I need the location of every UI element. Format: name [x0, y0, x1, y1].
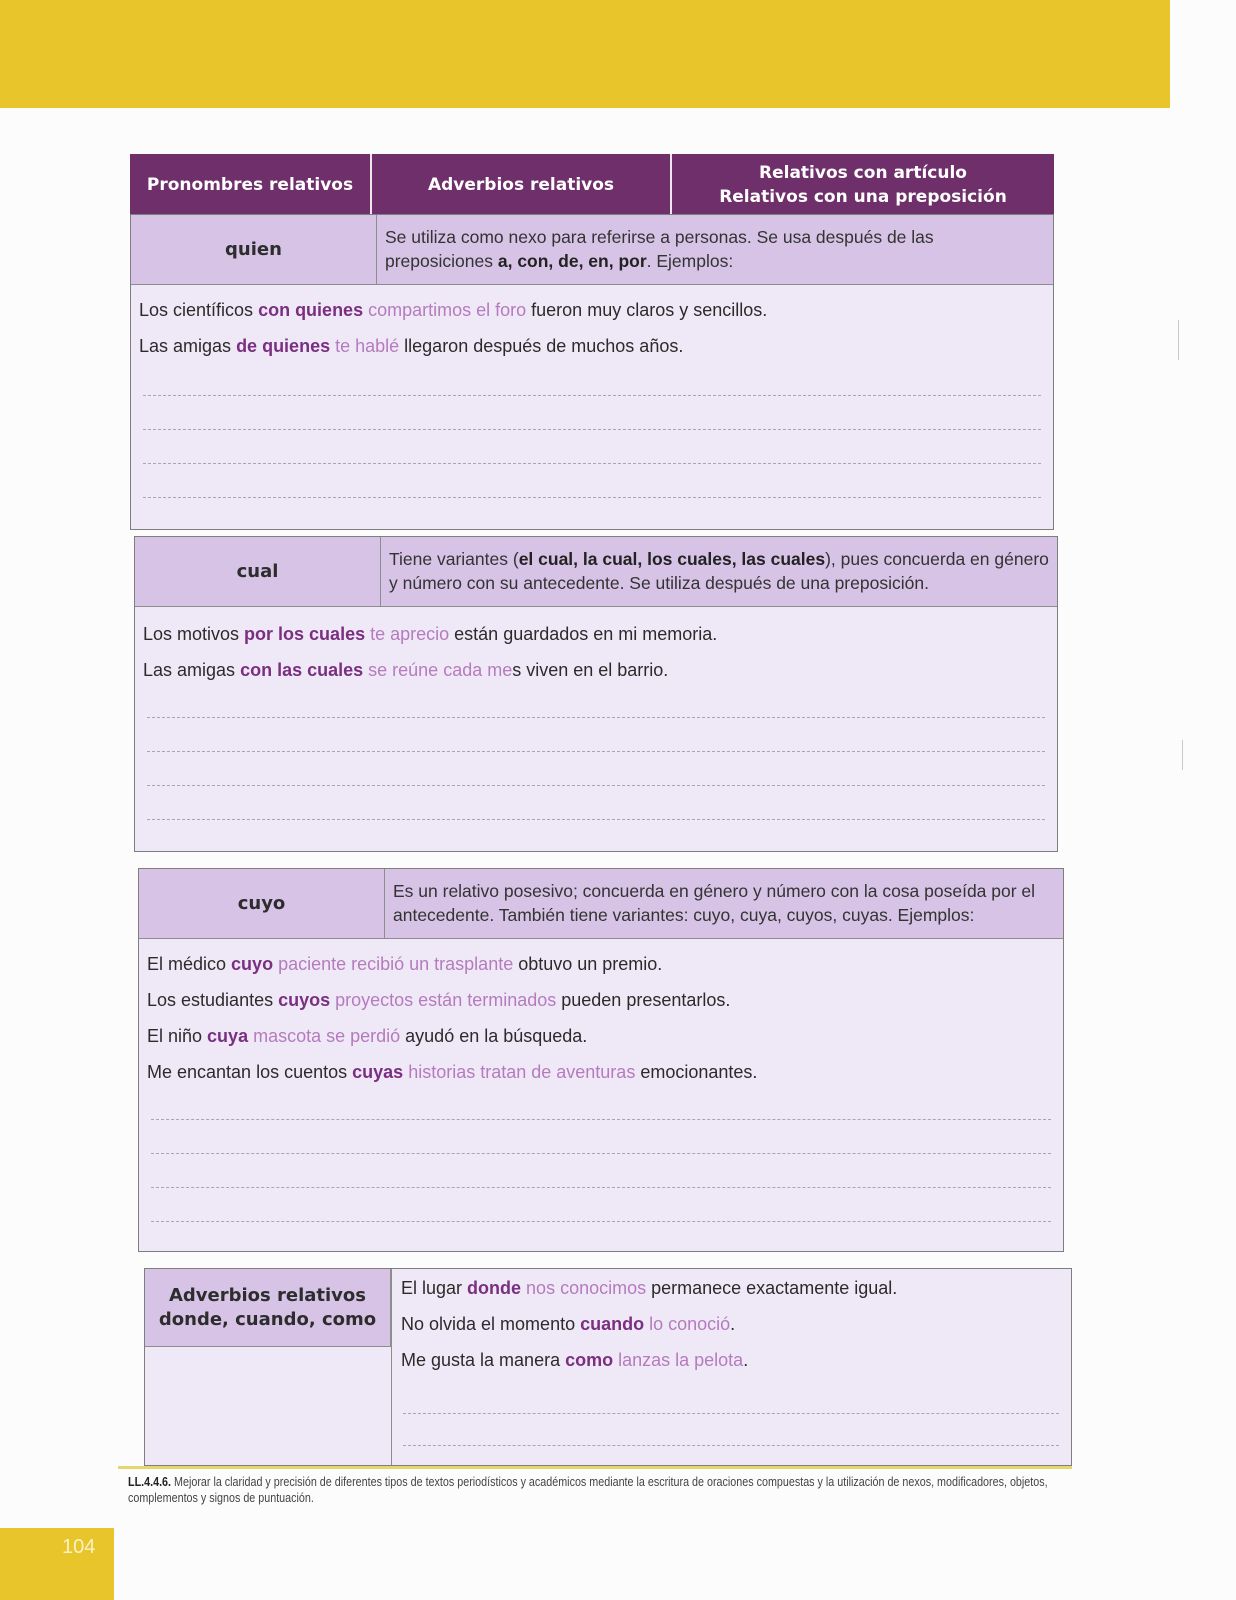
term-cual: cual: [135, 537, 381, 606]
definition-quien: [377, 215, 1053, 284]
example-text: pueden presentarlos.: [556, 990, 731, 1010]
example-text: están guardados en mi memoria.: [449, 624, 718, 644]
example-sentence: [401, 1347, 1063, 1383]
section-adverbios: [144, 1268, 1072, 1466]
writing-line[interactable]: [147, 785, 1045, 786]
relative-keyword: con quienes: [258, 300, 364, 320]
header-adverbios-label: Adverbios relativos: [427, 175, 615, 195]
example-text: No olvida el momento: [401, 1314, 581, 1334]
curriculum-footnote: [128, 1474, 1065, 1506]
writing-line[interactable]: [151, 1221, 1051, 1222]
relative-keyword: cuyos: [278, 990, 331, 1010]
example-text: ayudó en la búsqueda.: [400, 1026, 588, 1046]
relative-keyword: como: [565, 1350, 614, 1370]
relative-clause: te hablé: [330, 336, 400, 356]
relative-clause: paciente recibió un trasplante: [273, 954, 514, 974]
example-text: Los motivos: [143, 624, 245, 644]
writing-line[interactable]: [143, 463, 1041, 464]
relative-clause: mascota se perdió: [248, 1026, 401, 1046]
examples-cual: [143, 621, 1049, 693]
relative-clause: lo conoció: [644, 1314, 731, 1334]
example-sentence: [147, 987, 1055, 1023]
relative-clause: historias tratan de aventuras: [403, 1062, 636, 1082]
curriculum-text: Mejorar la claridad y precisión de diferentes tipos de textos periodísticos y académicos mediante la escritura de oraciones compuestas y la utilización de nexos, modificadores, objetos, complementos y signos de puntuación.: [128, 1475, 1048, 1505]
example-text: s viven en el barrio.: [512, 660, 669, 680]
example-text: Me gusta la manera: [401, 1350, 566, 1370]
column-divider: [391, 1269, 392, 1465]
relative-keyword: cuya: [207, 1026, 249, 1046]
example-text: Los científicos: [139, 300, 259, 320]
section-cual: [134, 536, 1058, 852]
writing-line[interactable]: [147, 751, 1045, 752]
example-text: Las amigas: [139, 336, 237, 356]
page-number-label: 104: [62, 1536, 96, 1558]
writing-line[interactable]: [147, 717, 1045, 718]
definition-row: [131, 215, 1053, 285]
adverbios-label-line2: donde, cuando, como: [158, 1308, 377, 1330]
header-relativos: [672, 154, 1054, 216]
example-sentence: [147, 951, 1055, 987]
page-number: [0, 1528, 114, 1600]
example-text: emocionantes.: [635, 1062, 758, 1082]
definition-variants: el cual, la cual, los cuales, las cuales: [518, 549, 826, 569]
header-relativos-line1: Relativos con artículo: [759, 163, 967, 183]
example-text: fueron muy claros y sencillos.: [526, 300, 768, 320]
relative-keyword: por los cuales: [244, 624, 366, 644]
definition-row: [135, 537, 1057, 607]
relative-keyword: cuyo: [231, 954, 274, 974]
relative-clause: lanzas la pelota: [613, 1350, 744, 1370]
scan-edge-mark: [1182, 740, 1183, 770]
definition-cual: [381, 537, 1057, 606]
writing-line[interactable]: [151, 1119, 1051, 1120]
header-pronombres: [130, 154, 372, 216]
header-relativos-line2: Relativos con una preposición: [719, 187, 1007, 207]
example-text: .: [730, 1314, 736, 1334]
section-cuyo: [138, 868, 1064, 1252]
example-text: El niño: [147, 1026, 208, 1046]
curriculum-code: LL.4.4.6.: [128, 1475, 172, 1489]
example-text: Los estudiantes: [147, 990, 279, 1010]
examples-cuyo: [147, 951, 1055, 1095]
example-text: Las amigas: [143, 660, 241, 680]
table-header: [130, 154, 1054, 216]
relative-keyword: donde: [467, 1278, 522, 1298]
writing-line[interactable]: [403, 1445, 1059, 1446]
example-text: .: [743, 1350, 749, 1370]
writing-line[interactable]: [151, 1187, 1051, 1188]
definition-prepositions: a, con, de, en, por: [497, 251, 647, 271]
footer-rule: [118, 1466, 1072, 1469]
relative-clause: compartimos el foro: [363, 300, 527, 320]
examples-adverbios: [401, 1275, 1063, 1383]
scan-edge-mark: [1178, 320, 1179, 360]
definition-cuyo: Es un relativo posesivo; concuerda en género y número con la cosa poseída por el antecedente. También tiene variantes: cuyo, cuya, cuyos, cuyas. Ejemplos:: [393, 881, 1036, 925]
example-text: Me encantan los cuentos: [147, 1062, 353, 1082]
example-sentence: [143, 657, 1049, 693]
writing-line[interactable]: [143, 429, 1041, 430]
term-cuyo: cuyo: [139, 869, 385, 938]
top-color-band: [0, 0, 1170, 108]
example-sentence: [147, 1059, 1055, 1095]
example-sentence: [147, 1023, 1055, 1059]
relative-keyword: de quienes: [236, 336, 331, 356]
definition-text-end: ), pues concuerda en género y número con su antecedente. Se utiliza después de una preposición.: [389, 549, 1049, 593]
writing-line[interactable]: [143, 497, 1041, 498]
adverbios-label: [145, 1269, 391, 1347]
example-text: llegaron después de muchos años.: [399, 336, 684, 356]
definition-text: Tiene variantes (: [389, 549, 519, 569]
example-text: El lugar: [401, 1278, 468, 1298]
term-quien: quien: [131, 215, 377, 284]
definition-text: Se utiliza como nexo para referirse a personas. Se usa después de las preposiciones: [385, 227, 934, 271]
relative-keyword: con las cuales: [240, 660, 364, 680]
example-sentence: [401, 1311, 1063, 1347]
example-sentence: [139, 297, 1045, 333]
writing-line[interactable]: [403, 1413, 1059, 1414]
example-text: El médico: [147, 954, 232, 974]
relative-clause: se reúne cada me: [363, 660, 513, 680]
relative-keyword: cuando: [580, 1314, 645, 1334]
relative-clause: nos conocimos: [521, 1278, 647, 1298]
example-text: obtuvo un premio.: [513, 954, 663, 974]
definition-text-end: . Ejemplos:: [646, 251, 734, 271]
example-sentence: [143, 621, 1049, 657]
section-quien: [130, 214, 1054, 530]
examples-quien: [139, 297, 1045, 369]
definition-row: [139, 869, 1063, 939]
example-sentence: [139, 333, 1045, 369]
writing-line[interactable]: [143, 395, 1041, 396]
adverbios-label-line1: Adverbios relativos: [168, 1284, 366, 1306]
header-adverbios: [372, 154, 672, 216]
example-sentence: [401, 1275, 1063, 1311]
relative-clause: te aprecio: [365, 624, 450, 644]
writing-line[interactable]: [151, 1153, 1051, 1154]
relative-clause: proyectos están terminados: [330, 990, 557, 1010]
relative-keyword: cuyas: [352, 1062, 404, 1082]
header-pronombres-label: Pronombres relativos: [146, 175, 354, 195]
example-text: permanece exactamente igual.: [646, 1278, 898, 1298]
writing-line[interactable]: [147, 819, 1045, 820]
